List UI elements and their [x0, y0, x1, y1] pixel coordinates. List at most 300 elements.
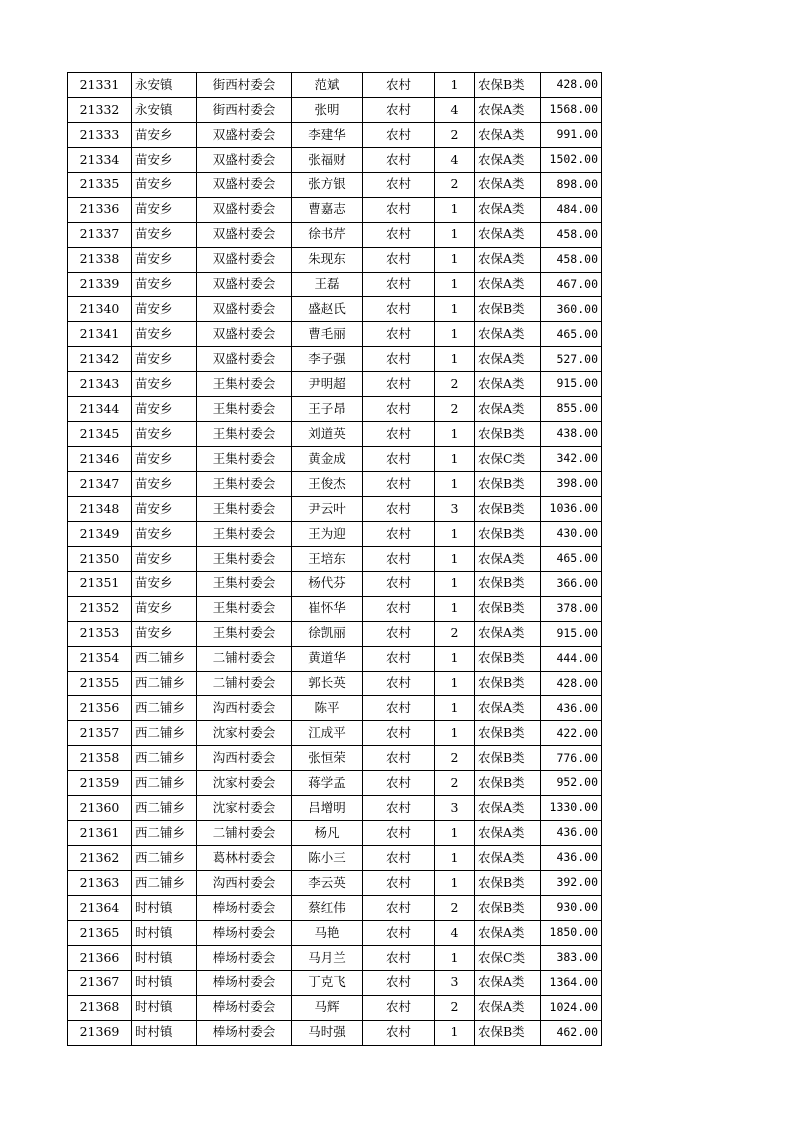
cell-id: 21344: [68, 397, 132, 422]
cell-type: 农村: [363, 222, 435, 247]
cell-town: 苗安乡: [132, 596, 197, 621]
cell-village: 沈家村委会: [197, 721, 292, 746]
cell-village: 双盛村委会: [197, 172, 292, 197]
cell-name: 陈小三: [292, 846, 363, 871]
cell-id: 21351: [68, 571, 132, 596]
cell-id: 21361: [68, 821, 132, 846]
cell-amount: 436.00: [541, 696, 602, 721]
cell-name: 李子强: [292, 347, 363, 372]
cell-category: 农保B类: [475, 422, 541, 447]
table-row: [68, 995, 602, 1020]
cell-id: 21331: [68, 73, 132, 98]
cell-town: 苗安乡: [132, 197, 197, 222]
cell-town: 西二铺乡: [132, 771, 197, 796]
cell-category: 农保B类: [475, 646, 541, 671]
cell-amount: 1502.00: [541, 147, 602, 172]
cell-category: 农保A类: [475, 796, 541, 821]
table-row: [68, 646, 602, 671]
cell-count: 1: [435, 297, 475, 322]
cell-amount: 952.00: [541, 771, 602, 796]
cell-type: 农村: [363, 347, 435, 372]
cell-town: 苗安乡: [132, 147, 197, 172]
cell-name: 崔怀华: [292, 596, 363, 621]
cell-village: 王集村委会: [197, 546, 292, 571]
cell-count: 3: [435, 496, 475, 521]
cell-town: 西二铺乡: [132, 846, 197, 871]
table-row: [68, 197, 602, 222]
cell-town: 西二铺乡: [132, 871, 197, 896]
cell-village: 王集村委会: [197, 621, 292, 646]
table-row: [68, 895, 602, 920]
cell-count: 3: [435, 796, 475, 821]
cell-type: 农村: [363, 97, 435, 122]
cell-town: 西二铺乡: [132, 796, 197, 821]
cell-village: 王集村委会: [197, 571, 292, 596]
cell-type: 农村: [363, 721, 435, 746]
cell-count: 1: [435, 222, 475, 247]
cell-name: 黄金成: [292, 447, 363, 472]
cell-name: 马辉: [292, 995, 363, 1020]
cell-type: 农村: [363, 646, 435, 671]
cell-count: 1: [435, 447, 475, 472]
table-row: [68, 796, 602, 821]
cell-category: 农保A类: [475, 995, 541, 1020]
cell-category: 农保B类: [475, 73, 541, 98]
cell-village: 王集村委会: [197, 397, 292, 422]
table-row: [68, 571, 602, 596]
cell-amount: 436.00: [541, 821, 602, 846]
cell-name: 马时强: [292, 1020, 363, 1045]
cell-amount: 392.00: [541, 871, 602, 896]
table-body: [68, 73, 602, 1046]
cell-amount: 484.00: [541, 197, 602, 222]
cell-count: 1: [435, 347, 475, 372]
cell-name: 杨凡: [292, 821, 363, 846]
table-row: [68, 397, 602, 422]
cell-type: 农村: [363, 671, 435, 696]
cell-id: 21366: [68, 945, 132, 970]
cell-category: 农保B类: [475, 771, 541, 796]
cell-amount: 428.00: [541, 671, 602, 696]
table-row: [68, 172, 602, 197]
cell-village: 王集村委会: [197, 596, 292, 621]
cell-name: 盛赵氏: [292, 297, 363, 322]
cell-count: 1: [435, 472, 475, 497]
cell-village: 双盛村委会: [197, 272, 292, 297]
cell-category: 农保A类: [475, 272, 541, 297]
cell-town: 苗安乡: [132, 322, 197, 347]
cell-name: 王培东: [292, 546, 363, 571]
cell-type: 农村: [363, 546, 435, 571]
cell-count: 1: [435, 73, 475, 98]
cell-town: 西二铺乡: [132, 646, 197, 671]
table-row: [68, 771, 602, 796]
cell-id: 21337: [68, 222, 132, 247]
cell-type: 农村: [363, 920, 435, 945]
cell-id: 21363: [68, 871, 132, 896]
cell-id: 21342: [68, 347, 132, 372]
cell-village: 王集村委会: [197, 422, 292, 447]
cell-amount: 444.00: [541, 646, 602, 671]
cell-village: 双盛村委会: [197, 297, 292, 322]
cell-category: 农保B类: [475, 496, 541, 521]
cell-name: 朱现东: [292, 247, 363, 272]
table-row: [68, 920, 602, 945]
cell-type: 农村: [363, 696, 435, 721]
cell-id: 21353: [68, 621, 132, 646]
cell-category: 农保A类: [475, 122, 541, 147]
cell-name: 曹毛丽: [292, 322, 363, 347]
cell-town: 苗安乡: [132, 496, 197, 521]
cell-amount: 915.00: [541, 621, 602, 646]
cell-name: 李云英: [292, 871, 363, 896]
cell-id: 21339: [68, 272, 132, 297]
cell-village: 街西村委会: [197, 73, 292, 98]
cell-id: 21358: [68, 746, 132, 771]
cell-id: 21347: [68, 472, 132, 497]
table-row: [68, 372, 602, 397]
cell-village: 棒场村委会: [197, 1020, 292, 1045]
cell-category: 农保A类: [475, 846, 541, 871]
cell-amount: 422.00: [541, 721, 602, 746]
cell-count: 2: [435, 397, 475, 422]
cell-amount: 527.00: [541, 347, 602, 372]
cell-amount: 383.00: [541, 945, 602, 970]
cell-type: 农村: [363, 871, 435, 896]
cell-village: 二铺村委会: [197, 671, 292, 696]
cell-category: 农保C类: [475, 447, 541, 472]
cell-type: 农村: [363, 521, 435, 546]
cell-amount: 1850.00: [541, 920, 602, 945]
cell-category: 农保A类: [475, 696, 541, 721]
cell-name: 徐凯丽: [292, 621, 363, 646]
cell-town: 苗安乡: [132, 571, 197, 596]
cell-village: 双盛村委会: [197, 197, 292, 222]
cell-id: 21346: [68, 447, 132, 472]
cell-id: 21354: [68, 646, 132, 671]
cell-village: 棒场村委会: [197, 945, 292, 970]
cell-town: 苗安乡: [132, 297, 197, 322]
cell-type: 农村: [363, 272, 435, 297]
cell-count: 2: [435, 746, 475, 771]
table-row: [68, 596, 602, 621]
cell-name: 杨代芬: [292, 571, 363, 596]
cell-type: 农村: [363, 322, 435, 347]
cell-type: 农村: [363, 846, 435, 871]
cell-category: 农保B类: [475, 1020, 541, 1045]
table-row: [68, 821, 602, 846]
cell-category: 农保B类: [475, 871, 541, 896]
table-row: [68, 871, 602, 896]
cell-count: 3: [435, 970, 475, 995]
cell-town: 苗安乡: [132, 546, 197, 571]
cell-category: 农保B类: [475, 472, 541, 497]
table-row: [68, 73, 602, 98]
cell-count: 1: [435, 596, 475, 621]
cell-type: 农村: [363, 995, 435, 1020]
cell-count: 1: [435, 247, 475, 272]
cell-name: 李建华: [292, 122, 363, 147]
table-row: [68, 422, 602, 447]
cell-name: 王俊杰: [292, 472, 363, 497]
cell-amount: 1024.00: [541, 995, 602, 1020]
cell-amount: 458.00: [541, 222, 602, 247]
cell-town: 苗安乡: [132, 347, 197, 372]
cell-village: 双盛村委会: [197, 122, 292, 147]
cell-id: 21341: [68, 322, 132, 347]
cell-amount: 776.00: [541, 746, 602, 771]
cell-name: 陈平: [292, 696, 363, 721]
cell-id: 21343: [68, 372, 132, 397]
table-row: [68, 347, 602, 372]
cell-count: 1: [435, 272, 475, 297]
cell-count: 1: [435, 197, 475, 222]
cell-name: 刘道英: [292, 422, 363, 447]
cell-amount: 855.00: [541, 397, 602, 422]
cell-village: 王集村委会: [197, 496, 292, 521]
cell-category: 农保B类: [475, 521, 541, 546]
cell-id: 21368: [68, 995, 132, 1020]
cell-id: 21336: [68, 197, 132, 222]
cell-name: 马艳: [292, 920, 363, 945]
cell-village: 王集村委会: [197, 372, 292, 397]
cell-town: 时村镇: [132, 895, 197, 920]
cell-count: 2: [435, 895, 475, 920]
cell-count: 1: [435, 696, 475, 721]
table-row: [68, 247, 602, 272]
cell-amount: 465.00: [541, 546, 602, 571]
cell-count: 1: [435, 571, 475, 596]
cell-village: 双盛村委会: [197, 247, 292, 272]
cell-category: 农保A类: [475, 397, 541, 422]
cell-village: 王集村委会: [197, 447, 292, 472]
table-row: [68, 147, 602, 172]
cell-town: 西二铺乡: [132, 746, 197, 771]
table-row: [68, 546, 602, 571]
cell-category: 农保A类: [475, 322, 541, 347]
cell-town: 苗安乡: [132, 472, 197, 497]
table-row: [68, 122, 602, 147]
cell-count: 1: [435, 945, 475, 970]
cell-type: 农村: [363, 771, 435, 796]
cell-town: 苗安乡: [132, 422, 197, 447]
cell-village: 沟西村委会: [197, 871, 292, 896]
cell-count: 2: [435, 771, 475, 796]
table-row: [68, 272, 602, 297]
cell-id: 21355: [68, 671, 132, 696]
cell-type: 农村: [363, 147, 435, 172]
cell-village: 双盛村委会: [197, 147, 292, 172]
cell-count: 4: [435, 97, 475, 122]
cell-amount: 342.00: [541, 447, 602, 472]
cell-amount: 915.00: [541, 372, 602, 397]
cell-type: 农村: [363, 796, 435, 821]
cell-village: 沟西村委会: [197, 746, 292, 771]
cell-id: 21362: [68, 846, 132, 871]
cell-id: 21352: [68, 596, 132, 621]
cell-village: 棒场村委会: [197, 970, 292, 995]
cell-category: 农保A类: [475, 147, 541, 172]
cell-type: 农村: [363, 447, 435, 472]
cell-amount: 462.00: [541, 1020, 602, 1045]
cell-town: 苗安乡: [132, 222, 197, 247]
cell-type: 农村: [363, 472, 435, 497]
cell-count: 1: [435, 821, 475, 846]
cell-count: 1: [435, 1020, 475, 1045]
cell-type: 农村: [363, 821, 435, 846]
cell-id: 21335: [68, 172, 132, 197]
cell-village: 双盛村委会: [197, 322, 292, 347]
cell-town: 时村镇: [132, 1020, 197, 1045]
cell-category: 农保A类: [475, 821, 541, 846]
cell-id: 21350: [68, 546, 132, 571]
cell-category: 农保B类: [475, 297, 541, 322]
cell-type: 农村: [363, 397, 435, 422]
cell-town: 西二铺乡: [132, 671, 197, 696]
cell-category: 农保C类: [475, 945, 541, 970]
cell-village: 二铺村委会: [197, 821, 292, 846]
cell-name: 张恒荣: [292, 746, 363, 771]
cell-amount: 430.00: [541, 521, 602, 546]
cell-town: 时村镇: [132, 945, 197, 970]
cell-town: 苗安乡: [132, 521, 197, 546]
cell-village: 街西村委会: [197, 97, 292, 122]
table-row: [68, 696, 602, 721]
cell-type: 农村: [363, 970, 435, 995]
cell-name: 曹嘉志: [292, 197, 363, 222]
cell-amount: 428.00: [541, 73, 602, 98]
cell-category: 农保B类: [475, 721, 541, 746]
cell-town: 苗安乡: [132, 172, 197, 197]
cell-category: 农保A类: [475, 546, 541, 571]
cell-town: 永安镇: [132, 97, 197, 122]
cell-name: 张明: [292, 97, 363, 122]
cell-village: 棒场村委会: [197, 920, 292, 945]
cell-village: 棒场村委会: [197, 895, 292, 920]
cell-village: 棒场村委会: [197, 995, 292, 1020]
table-row: [68, 721, 602, 746]
cell-count: 2: [435, 122, 475, 147]
cell-type: 农村: [363, 297, 435, 322]
cell-type: 农村: [363, 172, 435, 197]
cell-id: 21367: [68, 970, 132, 995]
cell-town: 西二铺乡: [132, 696, 197, 721]
cell-id: 21364: [68, 895, 132, 920]
table-row: [68, 472, 602, 497]
cell-id: 21348: [68, 496, 132, 521]
cell-name: 江成平: [292, 721, 363, 746]
cell-name: 王为迎: [292, 521, 363, 546]
cell-count: 1: [435, 671, 475, 696]
cell-amount: 458.00: [541, 247, 602, 272]
cell-amount: 436.00: [541, 846, 602, 871]
cell-type: 农村: [363, 945, 435, 970]
cell-name: 王子昂: [292, 397, 363, 422]
table-row: [68, 521, 602, 546]
cell-id: 21357: [68, 721, 132, 746]
cell-village: 葛林村委会: [197, 846, 292, 871]
cell-town: 苗安乡: [132, 122, 197, 147]
cell-name: 丁克飞: [292, 970, 363, 995]
cell-amount: 1036.00: [541, 496, 602, 521]
cell-amount: 467.00: [541, 272, 602, 297]
cell-id: 21359: [68, 771, 132, 796]
cell-type: 农村: [363, 122, 435, 147]
cell-village: 沟西村委会: [197, 696, 292, 721]
cell-id: 21338: [68, 247, 132, 272]
cell-type: 农村: [363, 596, 435, 621]
cell-count: 2: [435, 621, 475, 646]
cell-name: 尹明超: [292, 372, 363, 397]
cell-count: 2: [435, 372, 475, 397]
cell-type: 农村: [363, 247, 435, 272]
table-row: [68, 222, 602, 247]
cell-name: 黄道华: [292, 646, 363, 671]
cell-count: 4: [435, 920, 475, 945]
cell-name: 尹云叶: [292, 496, 363, 521]
cell-type: 农村: [363, 372, 435, 397]
cell-category: 农保A类: [475, 372, 541, 397]
cell-id: 21369: [68, 1020, 132, 1045]
cell-category: 农保A类: [475, 970, 541, 995]
cell-town: 西二铺乡: [132, 821, 197, 846]
cell-category: 农保B类: [475, 746, 541, 771]
cell-category: 农保A类: [475, 621, 541, 646]
table-row: [68, 297, 602, 322]
cell-category: 农保A类: [475, 172, 541, 197]
cell-category: 农保A类: [475, 247, 541, 272]
cell-amount: 1330.00: [541, 796, 602, 821]
cell-category: 农保A类: [475, 197, 541, 222]
cell-category: 农保A类: [475, 97, 541, 122]
cell-id: 21356: [68, 696, 132, 721]
cell-type: 农村: [363, 571, 435, 596]
cell-count: 4: [435, 147, 475, 172]
cell-name: 王磊: [292, 272, 363, 297]
cell-amount: 438.00: [541, 422, 602, 447]
cell-type: 农村: [363, 73, 435, 98]
cell-town: 苗安乡: [132, 372, 197, 397]
cell-type: 农村: [363, 895, 435, 920]
cell-id: 21349: [68, 521, 132, 546]
cell-village: 王集村委会: [197, 472, 292, 497]
subsidy-table: [67, 72, 602, 1046]
cell-type: 农村: [363, 496, 435, 521]
cell-amount: 465.00: [541, 322, 602, 347]
cell-town: 苗安乡: [132, 447, 197, 472]
cell-category: 农保B类: [475, 895, 541, 920]
cell-count: 1: [435, 846, 475, 871]
cell-count: 1: [435, 322, 475, 347]
cell-type: 农村: [363, 746, 435, 771]
cell-town: 时村镇: [132, 970, 197, 995]
cell-category: 农保B类: [475, 671, 541, 696]
cell-town: 苗安乡: [132, 397, 197, 422]
table-row: [68, 671, 602, 696]
cell-name: 徐书芹: [292, 222, 363, 247]
cell-type: 农村: [363, 621, 435, 646]
cell-name: 吕增明: [292, 796, 363, 821]
cell-category: 农保A类: [475, 222, 541, 247]
cell-village: 双盛村委会: [197, 347, 292, 372]
cell-category: 农保A类: [475, 347, 541, 372]
cell-amount: 378.00: [541, 596, 602, 621]
cell-name: 马月兰: [292, 945, 363, 970]
cell-village: 二铺村委会: [197, 646, 292, 671]
table-row: [68, 945, 602, 970]
cell-name: 范斌: [292, 73, 363, 98]
cell-count: 2: [435, 172, 475, 197]
